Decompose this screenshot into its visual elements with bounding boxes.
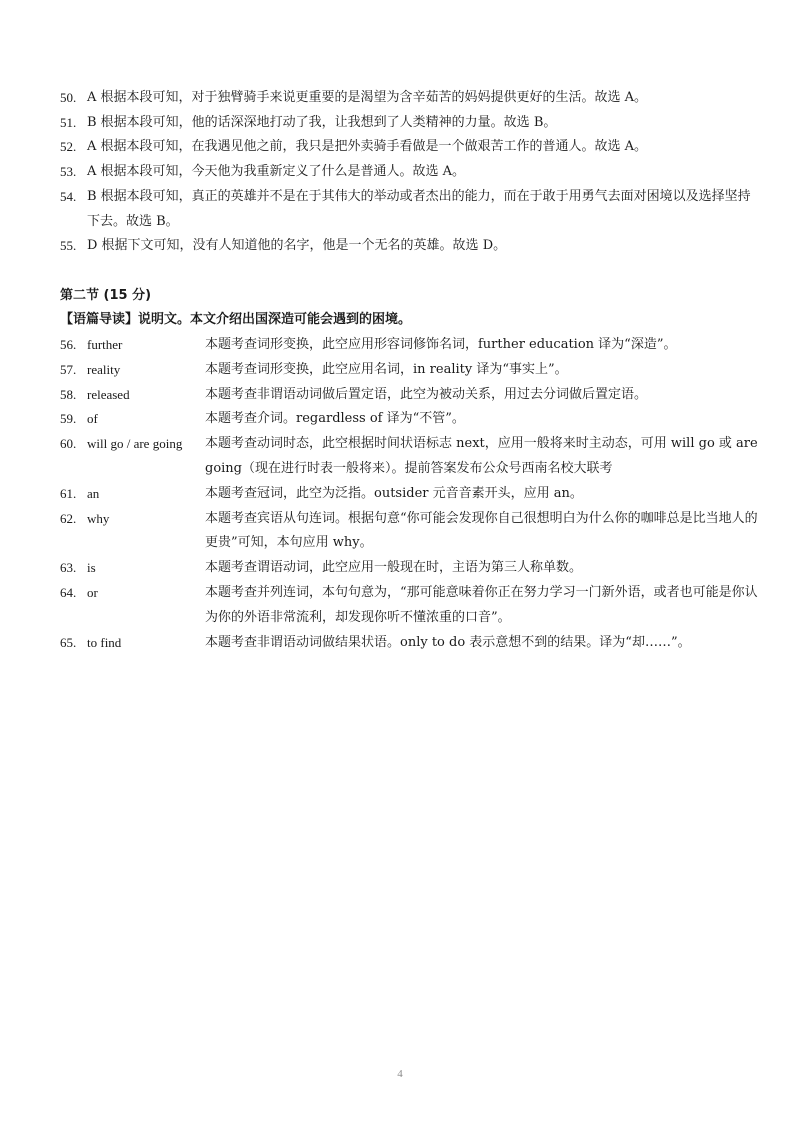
list-item: [60, 135, 760, 160]
answer-word: is: [87, 560, 96, 576]
explanation-text: 本题考查动词时态，此空根据时间状语标志 next，应用一般将来时主动态，可用 will go 或 are going（现在进行时表一般将来）。提前答案发布公众号西南名校大联考: [205, 436, 758, 476]
list-item: [60, 111, 760, 136]
table-row: [60, 333, 760, 358]
explanation-text: B 根据本段可知，真正的英雄并不是在于其伟大的举动或者杰出的能力，而在于敢于用勇气去面对困境以及选择坚持下去。故选 B。: [87, 188, 751, 229]
table-row: [60, 556, 760, 581]
explanation-text: 本题考查非谓语动词做后置定语，此空为被动关系，用过去分词做后置定语。: [205, 386, 648, 402]
page-number: 4: [397, 1068, 403, 1080]
explanation-text: 本题考查宾语从句连词。根据句意“你可能会发现你自己很想明白为什么你的咖啡总是比当地人的更贵”可知，本句应用 why。: [205, 510, 758, 551]
table-row: [60, 581, 760, 631]
section-two: [60, 284, 760, 655]
question-number: 51.: [60, 114, 77, 130]
table-row: [60, 358, 760, 383]
explanation-text: B 根据本段可知，他的话深深地打动了我，让我想到了人类精神的力量。故选 B。: [87, 114, 557, 130]
explanation-text: 本题考查介词。regardless of 译为“不管”。: [205, 411, 465, 427]
section-title: 第二节 (15 分): [60, 288, 152, 303]
question-number: 53.: [60, 164, 77, 180]
answer-word: to find: [87, 634, 122, 650]
question-number: 50.: [60, 90, 77, 105]
list-item: [60, 86, 760, 111]
explanation-text: A 根据本段可知，对于独臂骑手来说更重要的是渴望为含辛茹苦的妈妈提供更好的生活。故选 A。: [87, 90, 648, 105]
list-item: [60, 160, 760, 185]
question-number: 57.: [60, 361, 77, 377]
answer-table: [60, 333, 760, 655]
table-row: [60, 383, 760, 408]
question-number: 65.: [60, 634, 77, 650]
explanation-text: 本题考查非谓语动词做结果状语。only to do 表示意想不到的结果。译为“却……”。: [205, 634, 691, 650]
question-number: 58.: [60, 386, 77, 402]
question-number: 64.: [60, 584, 77, 600]
question-number: 56.: [60, 337, 77, 352]
question-number: 55.: [60, 238, 77, 254]
question-number: 62.: [60, 510, 77, 526]
list-item: [60, 185, 760, 234]
question-number: 63.: [60, 560, 77, 576]
answer-word: released: [87, 386, 130, 402]
table-row: [60, 482, 760, 507]
explanation-text: 本题考查词形变换，此空应用名词，in reality 译为“事实上”。: [205, 361, 568, 377]
question-number: 61.: [60, 485, 77, 501]
table-row: [60, 432, 760, 482]
answer-word: why: [87, 510, 110, 526]
answer-word: reality: [87, 361, 121, 377]
question-number: 59.: [60, 411, 77, 427]
explanation-text: 本题考查并列连词，本句句意为，“那可能意味着你正在努力学习一门新外语，或者也可能是你认为你的外语非常流利，却发现你听不懂浓重的口音”。: [205, 584, 758, 625]
answer-word: will go / are going: [87, 436, 183, 452]
explanation-text: 本题考查谓语动词，此空应用一般现在时，主语为第三人称单数。: [205, 560, 583, 576]
explanation-text: A 根据本段可知，在我遇见他之前，我只是把外卖骑手看做是一个做艰苦工作的普通人。故选 A。: [87, 139, 648, 155]
question-number: 54.: [60, 188, 77, 204]
table-row: [60, 407, 760, 432]
passage-guide: 【语篇导读】说明文。本文介绍出国深造可能会遇到的困境。: [60, 312, 412, 327]
question-number: 52.: [60, 139, 77, 155]
answer-explanations-part1: [60, 86, 760, 259]
list-item: [60, 234, 760, 259]
table-row: [60, 631, 760, 656]
answer-word: an: [87, 485, 100, 501]
answer-word: or: [87, 584, 98, 600]
answer-word: further: [87, 337, 123, 352]
explanation-text: 本题考查冠词，此空为泛指。outsider 元音音素开头，应用 an。: [205, 485, 583, 501]
table-row: [60, 507, 760, 557]
question-number: 60.: [60, 436, 77, 452]
explanation-text: D 根据下文可知，没有人知道他的名字，他是一个无名的英雄。故选 D。: [87, 238, 507, 254]
explanation-text: A 根据本段可知，今天他为我重新定义了什么是普通人。故选 A。: [87, 164, 466, 180]
explanation-text: 本题考查词形变换，此空应用形容词修饰名词，further education 译为“深造”。: [205, 337, 677, 352]
answer-word: of: [87, 411, 98, 427]
